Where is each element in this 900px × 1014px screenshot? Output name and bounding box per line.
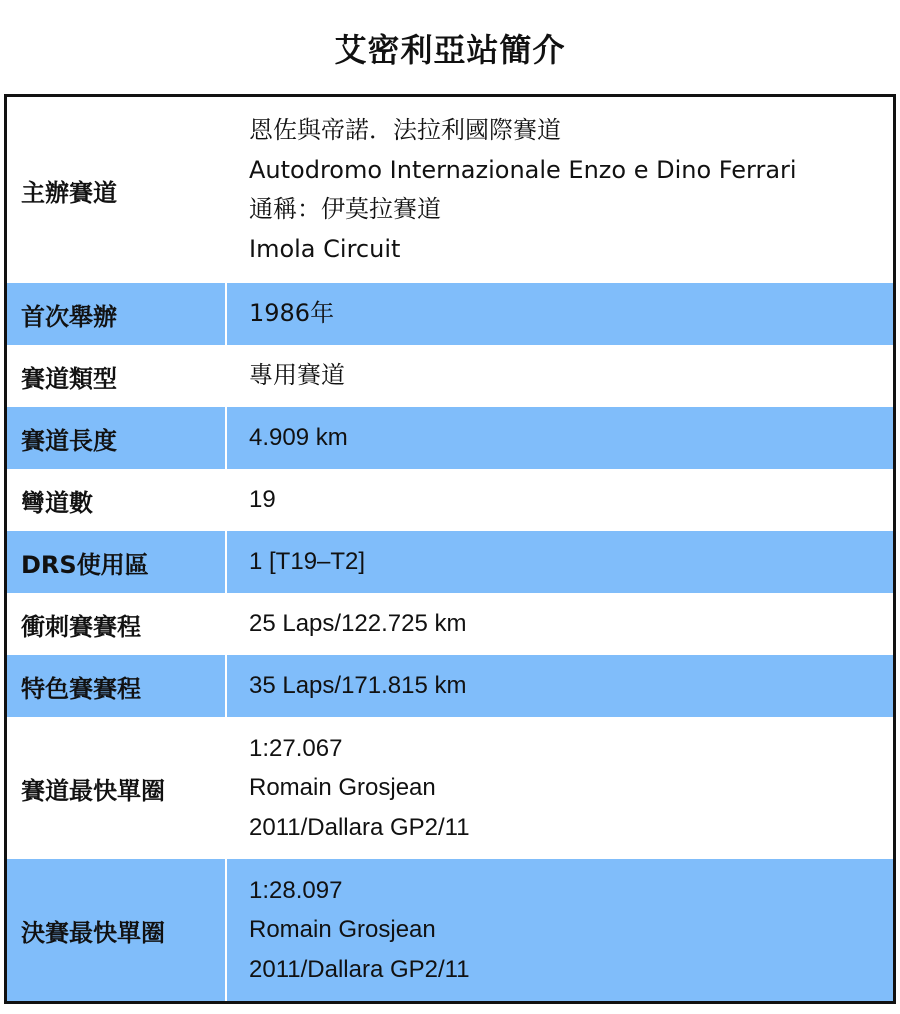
row-label: 決賽最快單圈 (7, 859, 227, 1001)
lap-time: 1:28.097 (249, 876, 343, 904)
corner-count: 19 (249, 486, 276, 514)
lap-year-car: 2011/Dallara GP2/11 (249, 813, 470, 841)
table-row-sprint-distance (7, 593, 893, 655)
circuit-name-chinese: 恩佐與帝諾．法拉利國際賽道 (249, 116, 561, 144)
table-row-feature-distance (7, 655, 893, 717)
lap-time: 1:27.067 (249, 734, 343, 762)
circuit-type: 專用賽道 (249, 361, 345, 390)
circuit-common-name-chinese: 通稱：伊莫拉賽道 (249, 195, 441, 223)
row-value (227, 345, 893, 407)
table-row-host-circuit (7, 97, 893, 283)
table-row-circuit-type (7, 345, 893, 407)
row-label: 特色賽賽程 (7, 655, 227, 717)
row-value (227, 469, 893, 531)
row-value (227, 717, 893, 859)
row-value (227, 283, 893, 345)
row-label: 首次舉辦 (7, 283, 227, 345)
row-value (227, 97, 893, 283)
table-row-first-held (7, 283, 893, 345)
row-label: DRS使用區 (7, 531, 227, 593)
row-label: 賽道類型 (7, 345, 227, 407)
table-row-lap-record (7, 717, 893, 859)
table-row-circuit-length (7, 407, 893, 469)
row-value (227, 593, 893, 655)
table-row-drs-zones (7, 531, 893, 593)
row-value (227, 407, 893, 469)
row-label: 賽道長度 (7, 407, 227, 469)
drs-zones: 1 [T19–T2] (249, 548, 366, 576)
page-title: 艾密利亞站簡介 (334, 31, 566, 69)
info-table (4, 94, 896, 1004)
row-label: 彎道數 (7, 469, 227, 531)
row-label: 賽道最快單圈 (7, 717, 227, 859)
row-value (227, 655, 893, 717)
sprint-distance: 25 Laps/122.725 km (249, 610, 467, 638)
table-row-corners (7, 469, 893, 531)
row-value (227, 859, 893, 1001)
row-label: 衝刺賽賽程 (7, 593, 227, 655)
feature-distance: 35 Laps/171.815 km (249, 672, 467, 700)
circuit-name-italian: Autodromo Internazionale Enzo e Dino Ferrari (249, 155, 797, 184)
lap-driver: Romain Grosjean (249, 916, 436, 944)
first-held-year: 1986年 (249, 299, 335, 328)
row-label: 主辦賽道 (7, 97, 227, 283)
circuit-length: 4.909 km (249, 424, 348, 452)
lap-year-car: 2011/Dallara GP2/11 (249, 955, 470, 983)
circuit-common-name-english: Imola Circuit (249, 234, 401, 263)
row-value (227, 531, 893, 593)
table-row-race-fastest-lap (7, 859, 893, 1001)
lap-driver: Romain Grosjean (249, 774, 436, 802)
